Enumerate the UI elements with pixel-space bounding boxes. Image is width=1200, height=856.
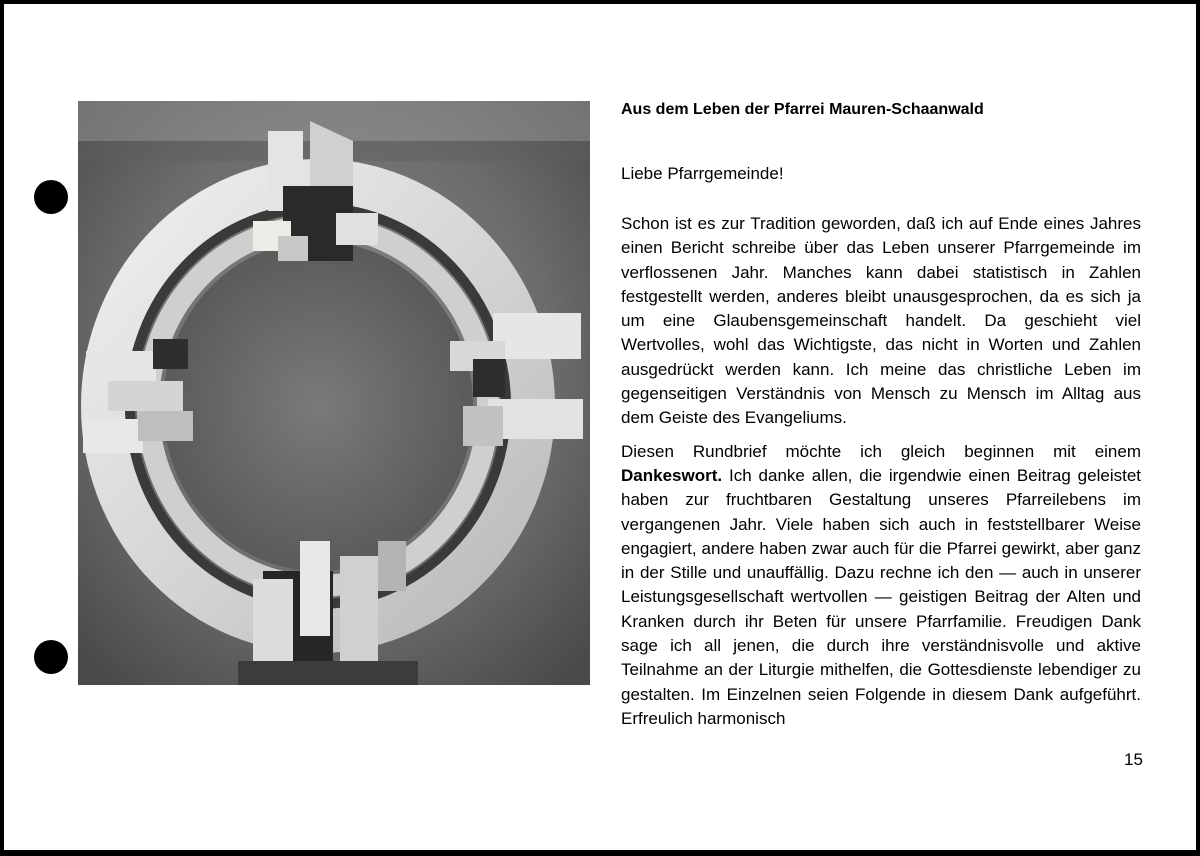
greeting: Liebe Pfarrgemeinde!: [621, 164, 784, 183]
sculpture-image: [78, 101, 590, 685]
page-number: 15: [1124, 750, 1143, 769]
paragraph-1: Schon ist es zur Tradition geworden, daß ich auf Ende eines Jahres einen Bericht schreibe über das Leben unserer Pfarrgemeinde im verflossenen Jahr. Manches kann dabei statistisch in Zahlen festgestellt werden, anderes bleibt unausgesprochen, da es sich ja um eine Glaubensgemeinschaft handelt. Da geschieht viel Wertvolles, wohl das Wichtigste, das nicht in Worten und Zahlen ausgedrückt werden kann. Ich meine das christliche Leben im gegenseitigen Verständnis von Mensch zu Mensch im Alltag aus dem Geiste des Evangeliums.: [621, 214, 1141, 428]
article-title: Aus dem Leben der Pfarrei Mauren-Schaanwald: [621, 101, 984, 118]
dankeswort-bold: Dankeswort.: [621, 465, 723, 485]
punch-hole-bottom: [34, 640, 68, 674]
paragraph-2: [621, 440, 1141, 732]
sculpture-photo: [78, 101, 590, 685]
paragraph-2-intro: Diesen Rundbrief möchte ich gleich beginnen mit einem: [621, 441, 1141, 461]
paragraph-2-rest: Ich danke allen, die irgendwie einen Beitrag geleistet haben zur fruchtbaren Gestaltung unseres Pfarreilebens im vergangenen Jahr. Viele haben sich auch in feststellbarer Weise engagiert, andere haben zwar auch für die Pfarrei gewirkt, aber ganz in der Stille und unauffällig. Dazu rechne ich den — auch in unserer Leistungsgesellschaft wertvollen — geistigen Beitrag der Alten und Kranken durch ihr Beten für unsere Pfarrfamilie. Freudigen Dank sage ich all jenen, die durch ihre verständnisvolle und aktive Teilnahme an der Liturgie mithelfen, die Gottesdienste lebendiger zu gestalten. Im Einzelnen seien Folgende in diesem Dank aufgeführt. Erfreulich harmonisch: [621, 465, 1141, 728]
article-body: [621, 212, 1141, 740]
document-page: [4, 4, 1196, 850]
punch-hole-top: [34, 180, 68, 214]
